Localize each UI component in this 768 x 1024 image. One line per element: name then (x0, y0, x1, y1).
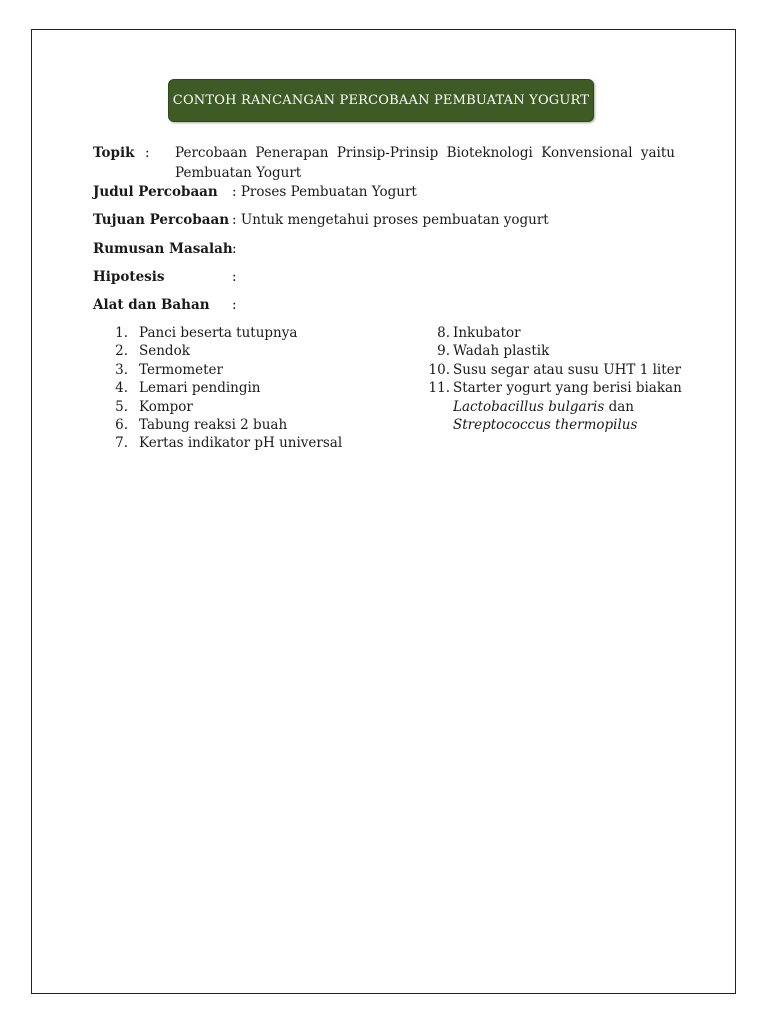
list-number: 5. (115, 398, 128, 415)
list-number: 10. (428, 361, 450, 378)
field-label: Hipotesis (93, 269, 165, 285)
list-item (108, 379, 342, 397)
list-text: Starter yogurt yang berisi biakan (453, 380, 682, 397)
list-item (426, 324, 682, 342)
starter-line-1 (453, 398, 682, 416)
list-number: 8. (437, 325, 450, 341)
list-number: 4. (115, 380, 128, 397)
field-value: : Untuk mengetahui proses pembuatan yogurt (232, 212, 549, 228)
list-number: 6. (115, 417, 128, 434)
list-item (108, 324, 342, 342)
field-label: Tujuan Percobaan (93, 212, 230, 228)
topik-text: Percobaan Penerapan Prinsip-Prinsip Bioteknologi Konvensional yaitu Pembuatan Yogurt (175, 145, 675, 181)
list-item (108, 342, 342, 360)
list-text: Panci beserta tutupnya (139, 325, 298, 341)
list-number: 3. (115, 361, 128, 378)
alat-bahan-list-left (108, 324, 342, 453)
list-text: Kertas indikator pH universal (139, 435, 343, 452)
list-text: Susu segar atau susu UHT 1 liter (453, 361, 682, 378)
topik-colon: : (145, 145, 150, 161)
list-text: Inkubator (453, 325, 521, 341)
list-number: 2. (115, 343, 128, 360)
list-item (426, 342, 682, 360)
field-label: Alat dan Bahan (93, 297, 210, 313)
list-item (108, 434, 342, 452)
document-title: CONTOH RANCANGAN PERCOBAAN PEMBUATAN YOGURT (172, 93, 590, 108)
list-text: Wadah plastik (453, 343, 550, 360)
list-item (108, 416, 342, 434)
species-name: Streptococcus thermopilus (453, 417, 638, 434)
list-item (108, 361, 342, 379)
list-item-continuation (426, 416, 682, 434)
list-number: 1. (115, 325, 128, 341)
list-text: Lemari pendingin (139, 380, 261, 397)
list-number: 9. (437, 343, 450, 360)
topik-label: Topik (93, 145, 135, 161)
list-item-continuation (426, 398, 682, 416)
list-text: Kompor (139, 398, 193, 415)
list-text: Sendok (139, 343, 190, 360)
alat-bahan-list-right (426, 324, 682, 434)
list-item (426, 361, 682, 379)
list-item (426, 379, 682, 397)
list-number: 11. (428, 380, 450, 397)
field-value: : (232, 269, 237, 285)
field-label: Rumusan Masalah (93, 241, 233, 257)
field-label: Judul Percobaan (93, 184, 218, 200)
species-name: Lactobacillus bulgaris (453, 398, 605, 415)
list-number: 7. (115, 435, 128, 452)
list-item (108, 398, 342, 416)
title-banner (168, 79, 594, 122)
field-value: : (232, 297, 237, 313)
field-value: : (232, 241, 237, 257)
field-value: : Proses Pembuatan Yogurt (232, 184, 417, 200)
list-text: Tabung reaksi 2 buah (139, 417, 288, 434)
connector-text: dan (604, 398, 634, 415)
list-text: Termometer (139, 361, 223, 378)
